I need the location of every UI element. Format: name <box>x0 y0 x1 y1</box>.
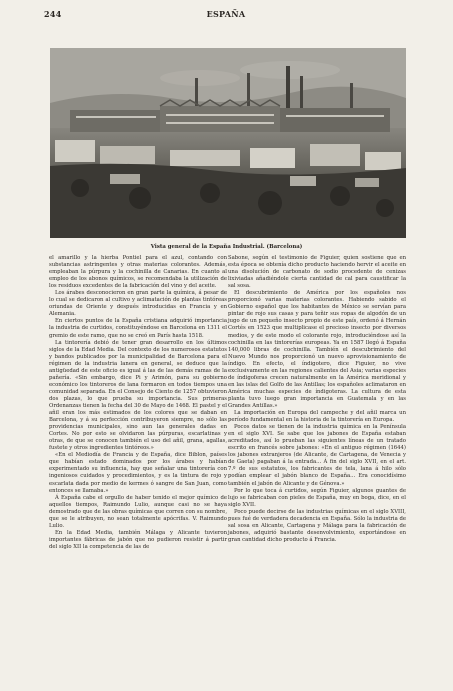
left-paragraph: «En el Mediodía de Francia y de España, dice Biblon, países que habían estado dominados por los árabes y habían experimentado su influencia, hay que señalar una tintorería con ingeniosos cuidados y procedimientos, y es la tintura de rojo y escarlata dada por medio de kermes ó sangre de San Juan, como entonces se llamaba.» <box>49 452 227 494</box>
page-header <box>44 9 408 21</box>
right-paragraph: Poco puede decirse de las industrias químicas en el siglo XVIII, pues fué de verdadera decadencia en España. Sólo la industria de sal sosa en Alicante, Cartagena y Málaga para la fabricación de jabones, adquirió bastante desenvolvimiento, exportándose en gran cantidad dicho producto á Francia. <box>228 508 406 543</box>
right-paragraph: La importación en Europa del campeche y del añil marca un período fundamental en la historia de la tintorería en Europa. <box>228 410 406 424</box>
left-paragraph: Los árabes desconocieron en gran parte la química, á pesar de lo cual se dedicaron al cultivo y aclimatación de plantas tintóreas oriundas de Oriente y después introducidas en Francia y en Alemania. <box>49 290 227 318</box>
right-column <box>228 255 406 544</box>
right-paragraph: Pocos datos se tienen de la industria química en la Península en el siglo XVI. Se sabe que los jabones de España estaban acreditados, así lo prueban las siguientes líneas de un tratado escrito en francés sobre jabones: «En el antiguo régimen (1644) los jabones extranjeros (de Alicante, de Cartagena, de Venecia y de Gaeta) pagaban á la entrada... Á fin del siglo XVII, en el art. 7.º de sus estatutos, los fabricantes de tela, lana á hilo sólo podían emplear el jabón blanco de España... Era conocidísimo también el jabón de Alicante y de Génova.» <box>228 424 406 487</box>
right-paragraph: El descubrimiento de América por los españoles nos proporcionó varias materias colorantes. Habiendo sabido el Gobierno español que los habitantes de México se servían para pintar de rojo sus casas y para teñir sus ropas de algodón de un jugo de un pequeño insecto propio de este país, ordenó á Hernán Cortés en 1523 que multiplicase el precioso insecto por diversos medios, y de este modo el colorante rojo, introduciéndose así la cochinilla en las tintorerías europeas. Ya en 1587 llegó á España 140,000 libras de cochinilla. También el descubrimiento del Nuevo Mundo nos proporcionó un nuevo aprovisionamiento de índigo. En efecto, el índigotero, dice Figuier, no vive exclusivamente en las regiones calientes del Asia; varias especies de índigoferas crecen naturalmente en la América meridional y en las islas del Golfo de las Antillas; los españoles aclimataron en América muchas especies de índigoteras. La cultura de esta planta tuvo luego gran importancia en Guatemala y en las Grandes Antillas.» <box>228 290 406 409</box>
left-paragraph: La tintorería debió de tener gran desarrollo en los últimos siglos de la Edad Media. Del contexto de los numerosos estatutos y bandos publicados por la municipalidad de Barcelona para el régimen de la industria lanera en general, se deduce que la antigüedad de este oficio es igual á las de las demás ramas de la pañería. «Sin embargo, dice Pi y Arimón, para su gobierno económico los tintoreros de lana formaron en todos tiempos una comunidad separada. En el Consejo de Ciento de 1257 obtuvieron dos plazas, lo que prueba su importancia. Sus primeras Ordenanzas tienen la fecha del 30 de Mayo de 1468. El pastel y el añil eran los más estimados de los colores que se daban en Barcelona, y á su perfección contribuyeron siempre, no sólo las providencias municipales, sino aun las generales dadas en Cortes. No por esto se olvidaron las púrpuras, escarlatinas y otras, de que se conocen también el uso del añil, grana, agallas, fustete y otros ingredientes tintóreos.» <box>49 339 227 452</box>
page-number: 244 <box>44 9 62 19</box>
right-paragraph: Por lo que toca á curtidos, según Figuier, algunos guantes de lujo se fabricaban con pieles de España, muy en boga, dice, en el siglo XVII. <box>228 487 406 508</box>
right-paragraph: Sabone, según el testimonio de Figuier, quien sostiene que en esta época se obtenía dicho producto haciendo hervir el aceite en una disolución de carbonato de sodio procedente de cenizas lixiviadas añadiéndole cierta cantidad de cal para caustificar la sal sosa. <box>228 255 406 290</box>
left-paragraph: Á España cabe el orgullo de haber tenido el mejor químico de aquellos tiempos, Raimundo Lulio, aunque casi no se haya demostrado que de las obras químicas que corren con su nombre, que se le atribuyen, no sean totalmente apócrifas. V. Raimundo Lulio. <box>49 494 227 529</box>
factory-landscape-illustration <box>50 48 406 238</box>
running-title: ESPAÑA <box>206 9 246 19</box>
figure-caption: Vista general de la España Industrial. (Barcelona) <box>150 244 303 250</box>
industrial-photograph <box>50 48 406 238</box>
left-paragraph: En la Edad Media, también Málaga y Alicante tuvieron importantes fábricas de jabón que no pudieron resistir á partir del siglo XII la competencia de las de <box>49 529 227 550</box>
left-column <box>49 255 227 551</box>
left-paragraph: En ciertos puntos de la España cristiana adquirió importancia la industria de curtidos, constituyéndose en Barcelona en 1311 el gremio de este ramo, que no se creó en París hasta 1518. <box>49 318 227 339</box>
left-paragraph: el amarillo y la hierba Pontiel para el azul, contando con substancias astringentes y otras materias colorantes. Además, empleaban la púrpura y la cochinilla de Canarias. En cuanto al empleo de los abonos químicos, se recomendaba la utilización de los residuos excedentes de la fabricación del vino y del aceite. <box>49 255 227 290</box>
